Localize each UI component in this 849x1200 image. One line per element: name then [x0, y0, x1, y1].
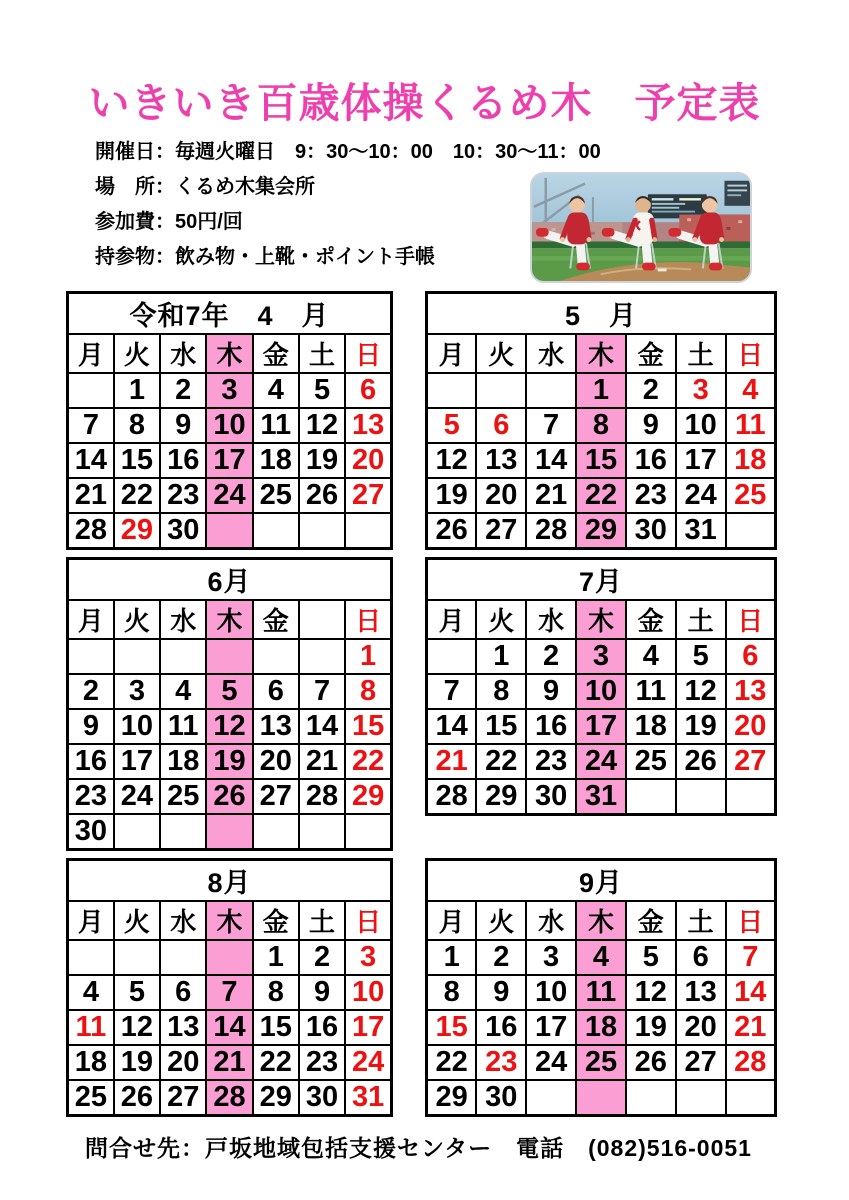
- weekday-header-september: 水: [526, 901, 576, 940]
- date-cell-april-22: 22: [114, 478, 160, 513]
- date-cell-april-20: 20: [345, 443, 391, 478]
- info-block: [95, 135, 601, 275]
- date-cell-june-3: 3: [114, 674, 160, 709]
- date-cell-august-4: 4: [68, 975, 114, 1010]
- date-cell-june-18: 18: [160, 744, 206, 779]
- date-cell-april-28: 28: [68, 513, 114, 549]
- date-cell-june-10: 10: [114, 709, 160, 744]
- date-cell-july-31: 31: [576, 779, 626, 815]
- date-cell-august-1: 1: [253, 940, 299, 975]
- date-cell-september-28: 28: [726, 1045, 776, 1080]
- calendar-july: [425, 557, 777, 816]
- empty-cell: [299, 814, 345, 850]
- date-cell-august-31: 31: [345, 1080, 391, 1116]
- info-line-schedule: 開催日：毎週火曜日 9：30～10：00 10：30～11：00: [95, 141, 601, 163]
- weekday-header-june: 火: [114, 600, 160, 639]
- footer-contact: 問合せ先：戸坂地域包括支援センター 電話 (082)516-0051: [85, 1135, 752, 1161]
- weekday-header-july: 土: [676, 600, 726, 639]
- date-cell-june-1: 1: [345, 639, 391, 674]
- weekday-header-may: 木: [576, 334, 626, 373]
- date-cell-april-29: 29: [114, 513, 160, 549]
- date-cell-may-26: 26: [427, 513, 477, 549]
- calendar-august: [66, 858, 393, 1117]
- date-cell-august-2: 2: [299, 940, 345, 975]
- date-cell-july-25: 25: [626, 744, 676, 779]
- exercise-photo: [530, 172, 752, 283]
- date-cell-may-27: 27: [476, 513, 526, 549]
- date-cell-june-5: 5: [206, 674, 252, 709]
- date-cell-june-15: 15: [345, 709, 391, 744]
- date-cell-august-26: 26: [114, 1080, 160, 1116]
- empty-cell: [427, 639, 477, 674]
- date-cell-may-6: 6: [476, 408, 526, 443]
- date-cell-april-4: 4: [253, 373, 299, 408]
- date-cell-april-8: 8: [114, 408, 160, 443]
- date-cell-april-2: 2: [160, 373, 206, 408]
- empty-cell: [299, 639, 345, 674]
- date-cell-may-2: 2: [626, 373, 676, 408]
- date-cell-may-21: 21: [526, 478, 576, 513]
- weekday-header-june: 水: [160, 600, 206, 639]
- date-cell-july-14: 14: [427, 709, 477, 744]
- calendar-september: [425, 858, 777, 1117]
- date-cell-june-11: 11: [160, 709, 206, 744]
- weekday-header-september: 月: [427, 901, 477, 940]
- weekday-header-july: 日: [726, 600, 776, 639]
- weekday-header-september: 土: [676, 901, 726, 940]
- empty-cell: [253, 814, 299, 850]
- date-cell-june-24: 24: [114, 779, 160, 814]
- weekday-header-april: 月: [68, 334, 114, 373]
- date-cell-august-17: 17: [345, 1010, 391, 1045]
- date-cell-june-30: 30: [68, 814, 114, 850]
- date-cell-april-17: 17: [206, 443, 252, 478]
- date-cell-september-11: 11: [576, 975, 626, 1010]
- empty-cell: [427, 373, 477, 408]
- date-cell-july-26: 26: [676, 744, 726, 779]
- date-cell-august-27: 27: [160, 1080, 206, 1116]
- calendar-april: [66, 291, 393, 550]
- date-cell-june-8: 8: [345, 674, 391, 709]
- date-cell-may-15: 15: [576, 443, 626, 478]
- empty-cell: [206, 639, 252, 674]
- date-cell-june-20: 20: [253, 744, 299, 779]
- calendar-title-may: 5 月: [427, 293, 776, 335]
- date-cell-may-13: 13: [476, 443, 526, 478]
- date-cell-august-30: 30: [299, 1080, 345, 1116]
- date-cell-july-23: 23: [526, 744, 576, 779]
- date-cell-april-13: 13: [345, 408, 391, 443]
- date-cell-may-9: 9: [626, 408, 676, 443]
- date-cell-september-10: 10: [526, 975, 576, 1010]
- date-cell-september-8: 8: [427, 975, 477, 1010]
- date-cell-july-3: 3: [576, 639, 626, 674]
- date-cell-may-22: 22: [576, 478, 626, 513]
- date-cell-june-6: 6: [253, 674, 299, 709]
- date-cell-august-5: 5: [114, 975, 160, 1010]
- empty-cell: [576, 1080, 626, 1116]
- date-cell-june-29: 29: [345, 779, 391, 814]
- date-cell-august-22: 22: [253, 1045, 299, 1080]
- weekday-header-may: 日: [726, 334, 776, 373]
- date-cell-august-29: 29: [253, 1080, 299, 1116]
- empty-cell: [626, 779, 676, 815]
- date-cell-may-31: 31: [676, 513, 726, 549]
- weekday-header-june: 日: [345, 600, 391, 639]
- empty-cell: [626, 1080, 676, 1116]
- empty-cell: [253, 639, 299, 674]
- date-cell-august-8: 8: [253, 975, 299, 1010]
- date-cell-august-15: 15: [253, 1010, 299, 1045]
- empty-cell: [68, 373, 114, 408]
- weekday-header-may: 土: [676, 334, 726, 373]
- date-cell-may-1: 1: [576, 373, 626, 408]
- date-cell-august-10: 10: [345, 975, 391, 1010]
- date-cell-september-29: 29: [427, 1080, 477, 1116]
- date-cell-april-18: 18: [253, 443, 299, 478]
- date-cell-april-11: 11: [253, 408, 299, 443]
- weekday-header-july: 水: [526, 600, 576, 639]
- date-cell-may-20: 20: [476, 478, 526, 513]
- calendar-title-september: 9月: [427, 860, 776, 902]
- date-cell-september-5: 5: [626, 940, 676, 975]
- date-cell-september-4: 4: [576, 940, 626, 975]
- date-cell-may-23: 23: [626, 478, 676, 513]
- date-cell-july-12: 12: [676, 674, 726, 709]
- date-cell-june-25: 25: [160, 779, 206, 814]
- date-cell-june-28: 28: [299, 779, 345, 814]
- calendar-may: [425, 291, 777, 550]
- weekday-header-july: 木: [576, 600, 626, 639]
- date-cell-april-30: 30: [160, 513, 206, 549]
- date-cell-april-6: 6: [345, 373, 391, 408]
- date-cell-may-28: 28: [526, 513, 576, 549]
- date-cell-july-22: 22: [476, 744, 526, 779]
- empty-cell: [726, 513, 776, 549]
- date-cell-june-16: 16: [68, 744, 114, 779]
- date-cell-april-21: 21: [68, 478, 114, 513]
- date-cell-september-12: 12: [626, 975, 676, 1010]
- date-cell-september-9: 9: [476, 975, 526, 1010]
- weekday-header-may: 金: [626, 334, 676, 373]
- empty-cell: [526, 1080, 576, 1116]
- date-cell-september-14: 14: [726, 975, 776, 1010]
- date-cell-july-24: 24: [576, 744, 626, 779]
- date-cell-june-22: 22: [345, 744, 391, 779]
- empty-cell: [114, 940, 160, 975]
- date-cell-august-14: 14: [206, 1010, 252, 1045]
- empty-cell: [68, 639, 114, 674]
- date-cell-june-27: 27: [253, 779, 299, 814]
- calendar-title-august: 8月: [68, 860, 392, 902]
- date-cell-may-17: 17: [676, 443, 726, 478]
- date-cell-september-18: 18: [576, 1010, 626, 1045]
- empty-cell: [206, 814, 252, 850]
- date-cell-august-7: 7: [206, 975, 252, 1010]
- date-cell-august-11: 11: [68, 1010, 114, 1045]
- date-cell-august-18: 18: [68, 1045, 114, 1080]
- date-cell-may-30: 30: [626, 513, 676, 549]
- date-cell-august-6: 6: [160, 975, 206, 1010]
- date-cell-july-21: 21: [427, 744, 477, 779]
- date-cell-may-12: 12: [427, 443, 477, 478]
- date-cell-may-3: 3: [676, 373, 726, 408]
- date-cell-april-19: 19: [299, 443, 345, 478]
- weekday-header-april: 火: [114, 334, 160, 373]
- date-cell-september-6: 6: [676, 940, 726, 975]
- date-cell-june-19: 19: [206, 744, 252, 779]
- info-line-fee: 参加費：50円/回: [95, 211, 243, 233]
- date-cell-june-2: 2: [68, 674, 114, 709]
- date-cell-july-1: 1: [476, 639, 526, 674]
- date-cell-april-12: 12: [299, 408, 345, 443]
- date-cell-august-23: 23: [299, 1045, 345, 1080]
- date-cell-july-19: 19: [676, 709, 726, 744]
- date-cell-april-10: 10: [206, 408, 252, 443]
- weekday-header-august: 月: [68, 901, 114, 940]
- weekday-header-august: 日: [345, 901, 391, 940]
- empty-cell: [345, 814, 391, 850]
- date-cell-september-13: 13: [676, 975, 726, 1010]
- date-cell-september-15: 15: [427, 1010, 477, 1045]
- weekday-header-may: 水: [526, 334, 576, 373]
- date-cell-june-14: 14: [299, 709, 345, 744]
- date-cell-june-9: 9: [68, 709, 114, 744]
- calendar-title-july: 7月: [427, 559, 776, 601]
- date-cell-july-11: 11: [626, 674, 676, 709]
- date-cell-july-18: 18: [626, 709, 676, 744]
- date-cell-july-2: 2: [526, 639, 576, 674]
- date-cell-august-25: 25: [68, 1080, 114, 1116]
- info-line-place: 場 所：くるめ木集会所: [95, 176, 315, 198]
- date-cell-september-24: 24: [526, 1045, 576, 1080]
- weekday-header-july: 火: [476, 600, 526, 639]
- weekday-header-april: 土: [299, 334, 345, 373]
- weekday-header-june: 金: [253, 600, 299, 639]
- empty-cell: [114, 639, 160, 674]
- date-cell-july-9: 9: [526, 674, 576, 709]
- date-cell-august-16: 16: [299, 1010, 345, 1045]
- date-cell-april-23: 23: [160, 478, 206, 513]
- date-cell-august-24: 24: [345, 1045, 391, 1080]
- date-cell-june-17: 17: [114, 744, 160, 779]
- empty-cell: [206, 940, 252, 975]
- empty-cell: [206, 513, 252, 549]
- weekday-header-april: 日: [345, 334, 391, 373]
- stadium-exercise-scene: [532, 174, 750, 281]
- date-cell-august-20: 20: [160, 1045, 206, 1080]
- date-cell-april-15: 15: [114, 443, 160, 478]
- date-cell-july-20: 20: [726, 709, 776, 744]
- date-cell-may-18: 18: [726, 443, 776, 478]
- date-cell-july-30: 30: [526, 779, 576, 815]
- empty-cell: [68, 940, 114, 975]
- date-cell-july-6: 6: [726, 639, 776, 674]
- date-cell-may-25: 25: [726, 478, 776, 513]
- date-cell-april-3: 3: [206, 373, 252, 408]
- empty-cell: [160, 639, 206, 674]
- weekday-header-april: 水: [160, 334, 206, 373]
- empty-cell: [676, 779, 726, 815]
- weekday-header-july: 金: [626, 600, 676, 639]
- calendar-title-june: 6月: [68, 559, 392, 601]
- date-cell-june-12: 12: [206, 709, 252, 744]
- date-cell-september-27: 27: [676, 1045, 726, 1080]
- date-cell-april-7: 7: [68, 408, 114, 443]
- date-cell-may-24: 24: [676, 478, 726, 513]
- date-cell-september-20: 20: [676, 1010, 726, 1045]
- date-cell-september-7: 7: [726, 940, 776, 975]
- date-cell-september-19: 19: [626, 1010, 676, 1045]
- date-cell-august-3: 3: [345, 940, 391, 975]
- date-cell-july-10: 10: [576, 674, 626, 709]
- weekday-header-august: 金: [253, 901, 299, 940]
- date-cell-july-8: 8: [476, 674, 526, 709]
- weekday-header-september: 金: [626, 901, 676, 940]
- empty-cell: [676, 1080, 726, 1116]
- weekday-header-april: 金: [253, 334, 299, 373]
- date-cell-september-30: 30: [476, 1080, 526, 1116]
- date-cell-september-25: 25: [576, 1045, 626, 1080]
- weekday-header-september: 日: [726, 901, 776, 940]
- date-cell-july-13: 13: [726, 674, 776, 709]
- date-cell-april-5: 5: [299, 373, 345, 408]
- empty-cell: [160, 940, 206, 975]
- date-cell-may-7: 7: [526, 408, 576, 443]
- weekday-header-august: 土: [299, 901, 345, 940]
- weekday-header-september: 火: [476, 901, 526, 940]
- date-cell-april-27: 27: [345, 478, 391, 513]
- date-cell-september-22: 22: [427, 1045, 477, 1080]
- weekday-header-august: 水: [160, 901, 206, 940]
- date-cell-august-28: 28: [206, 1080, 252, 1116]
- date-cell-may-4: 4: [726, 373, 776, 408]
- empty-cell: [526, 373, 576, 408]
- weekday-header-may: 火: [476, 334, 526, 373]
- date-cell-august-19: 19: [114, 1045, 160, 1080]
- date-cell-september-17: 17: [526, 1010, 576, 1045]
- date-cell-april-14: 14: [68, 443, 114, 478]
- date-cell-september-2: 2: [476, 940, 526, 975]
- date-cell-june-13: 13: [253, 709, 299, 744]
- date-cell-may-5: 5: [427, 408, 477, 443]
- date-cell-april-16: 16: [160, 443, 206, 478]
- date-cell-august-9: 9: [299, 975, 345, 1010]
- date-cell-june-23: 23: [68, 779, 114, 814]
- date-cell-june-4: 4: [160, 674, 206, 709]
- date-cell-may-29: 29: [576, 513, 626, 549]
- date-cell-april-1: 1: [114, 373, 160, 408]
- date-cell-august-21: 21: [206, 1045, 252, 1080]
- date-cell-july-4: 4: [626, 639, 676, 674]
- date-cell-april-25: 25: [253, 478, 299, 513]
- weekday-header-april: 木: [206, 334, 252, 373]
- calendar-title-april: 令和7年 4 月: [68, 293, 392, 335]
- empty-cell: [114, 814, 160, 850]
- page-title: いきいき百歳体操くるめ木 予定表: [88, 80, 761, 126]
- date-cell-june-21: 21: [299, 744, 345, 779]
- date-cell-may-19: 19: [427, 478, 477, 513]
- date-cell-july-28: 28: [427, 779, 477, 815]
- date-cell-june-7: 7: [299, 674, 345, 709]
- empty-cell: [253, 513, 299, 549]
- empty-cell: [476, 373, 526, 408]
- date-cell-july-7: 7: [427, 674, 477, 709]
- date-cell-september-21: 21: [726, 1010, 776, 1045]
- date-cell-august-13: 13: [160, 1010, 206, 1045]
- date-cell-august-12: 12: [114, 1010, 160, 1045]
- date-cell-july-27: 27: [726, 744, 776, 779]
- date-cell-september-23: 23: [476, 1045, 526, 1080]
- date-cell-july-5: 5: [676, 639, 726, 674]
- calendar-june: [66, 557, 393, 851]
- info-line-bring: 持参物：飲み物・上靴・ポイント手帳: [95, 246, 435, 268]
- date-cell-september-26: 26: [626, 1045, 676, 1080]
- weekday-header-july: 月: [427, 600, 477, 639]
- weekday-header-august: 木: [206, 901, 252, 940]
- empty-cell: [726, 779, 776, 815]
- date-cell-july-15: 15: [476, 709, 526, 744]
- date-cell-april-9: 9: [160, 408, 206, 443]
- date-cell-may-14: 14: [526, 443, 576, 478]
- weekday-header-may: 月: [427, 334, 477, 373]
- empty-cell: [299, 513, 345, 549]
- weekday-header-june: 木: [206, 600, 252, 639]
- date-cell-july-29: 29: [476, 779, 526, 815]
- date-cell-april-26: 26: [299, 478, 345, 513]
- date-cell-may-11: 11: [726, 408, 776, 443]
- date-cell-september-1: 1: [427, 940, 477, 975]
- date-cell-april-24: 24: [206, 478, 252, 513]
- date-cell-may-8: 8: [576, 408, 626, 443]
- empty-cell: [345, 513, 391, 549]
- date-cell-july-17: 17: [576, 709, 626, 744]
- weekday-header-september: 木: [576, 901, 626, 940]
- weekday-header-august: 火: [114, 901, 160, 940]
- date-cell-june-26: 26: [206, 779, 252, 814]
- empty-cell: [726, 1080, 776, 1116]
- weekday-header-june: 月: [68, 600, 114, 639]
- date-cell-may-16: 16: [626, 443, 676, 478]
- date-cell-may-10: 10: [676, 408, 726, 443]
- empty-cell: [160, 814, 206, 850]
- date-cell-september-3: 3: [526, 940, 576, 975]
- date-cell-september-16: 16: [476, 1010, 526, 1045]
- date-cell-july-16: 16: [526, 709, 576, 744]
- weekday-header-empty: [299, 600, 345, 639]
